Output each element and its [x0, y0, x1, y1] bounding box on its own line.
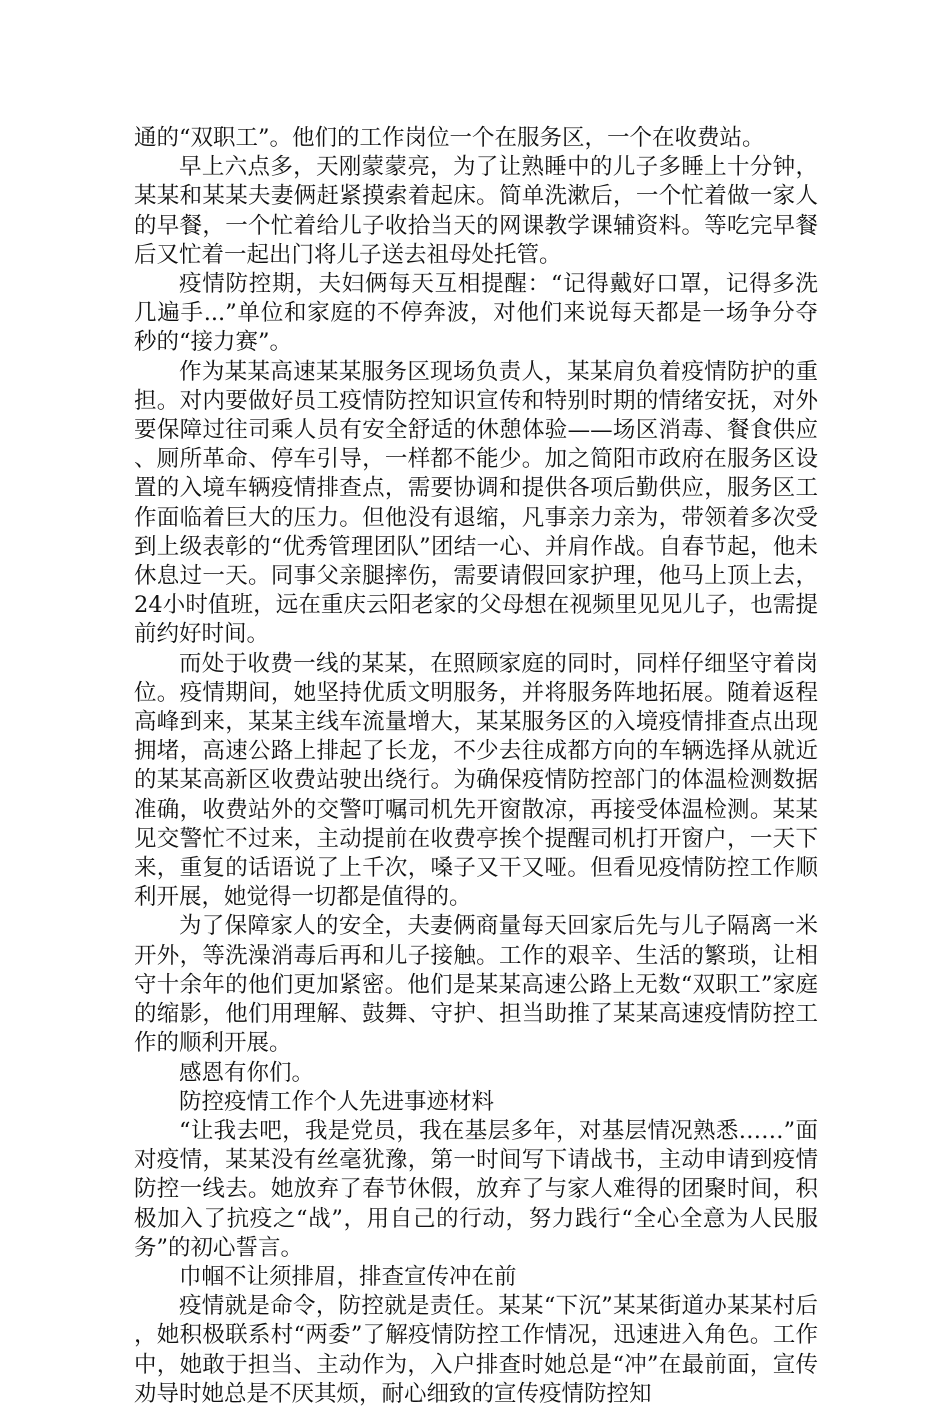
paragraph-4: 作为某某高速某某服务区现场负责人，某某肩负着疫情防护的重担。对内要做好员工疫情防控知识宣传和特别时期的情绪安抚，对外要保障过往司乘人员有安全舒适的休憩体验——场区消毒、餐食供应、厕所革命、停车引导，一样都不能少。加之简阳市政府在服务区设置的入境车辆疫情排查点，需要协调和提供各项后勤供应，服务区工作面临着巨大的压力。但他没有退缩，凡事亲力亲为，带领着多次受到上级表彰的“优秀管理团队”团结一心、并肩作战。自春节起，他未休息过一天。同事父亲腿摔伤，需要请假回家护理，他马上顶上去，24小时值班，远在重庆云阳老家的父母想在视频里见见儿子，也需提前约好时间。	[134, 358, 818, 648]
paragraph-11: 疫情就是命令，防控就是责任。某某“下沉”某某街道办某某村后，她积极联系村“两委”了解疫情防控工作情况，迅速进入角色。工作中，她敢于担当、主动作为，入户排查时她总是“冲”在最前面，宣传劝导时她总是不厌其烦，耐心细致的宣传疫情防控知	[134, 1293, 818, 1407]
paragraph-5: 而处于收费一线的某某，在照顾家庭的同时，同样仔细坚守着岗位。疫情期间，她坚持优质文明服务，并将服务阵地拓展。随着返程高峰到来，某某主线车流量增大，某某服务区的入境疫情排查点出现拥堵，高速公路上排起了长龙，不少去往成都方向的车辆选择从就近的某某高新区收费站驶出绕行。为确保疫情防控部门的体温检测数据准确，收费站外的交警叮嘱司机先开窗散凉，再接受体温检测。某某见交警忙不过来，主动提前在收费亭挨个提醒司机打开窗户，一天下来，重复的话语说了上千次，嗓子又干又哑。但看见疫情防控工作顺利开展，她觉得一切都是值得的。	[134, 650, 818, 911]
section-heading: 防控疫情工作个人先进事迹材料	[179, 1088, 495, 1115]
paragraph-2: 早上六点多，天刚蒙蒙亮，为了让熟睡中的儿子多睡上十分钟，某某和某某夫妻俩赶紧摸索着起床。简单洗漱后，一个忙着做一家人的早餐，一个忙着给儿子收拾当天的网课教学课辅资料。等吃完早餐后又忙着一起出门将儿子送去祖母处托管。	[134, 154, 818, 268]
paragraph-3: 疫情防控期，夫妇俩每天互相提醒：“记得戴好口罩，记得多洗几遍手...”单位和家庭的不停奔波，对他们来说每天都是一场争分夺秒的“接力赛”。	[134, 271, 818, 356]
document-body	[134, 124, 818, 1409]
paragraph-7: 感恩有你们。	[179, 1059, 315, 1086]
subheading: 巾帼不让须排眉，排查宣传冲在前	[179, 1263, 517, 1290]
paragraph-1: 通的“双职工”。他们的工作岗位一个在服务区，一个在收费站。	[134, 125, 765, 151]
paragraph-9: “让我去吧，我是党员，我在基层多年，对基层情况熟悉……”面对疫情，某某没有丝毫犹豫，第一时间写下请战书，主动申请到疫情防控一线去。她放弃了春节休假，放弃了与家人难得的团聚时间，积极加入了抗疫之“战”，用自己的行动，努力践行“全心全意为人民服务”的初心誓言。	[134, 1117, 818, 1261]
paragraph-6: 为了保障家人的安全，夫妻俩商量每天回家后先与儿子隔离一米开外，等洗澡消毒后再和儿子接触。工作的艰辛、生活的繁琐，让相守十余年的他们更加紧密。他们是某某高速公路上无数“双职工”家庭的缩影，他们用理解、鼓舞、守护、担当助推了某某高速疫情防控工作的顺利开展。	[134, 913, 818, 1057]
